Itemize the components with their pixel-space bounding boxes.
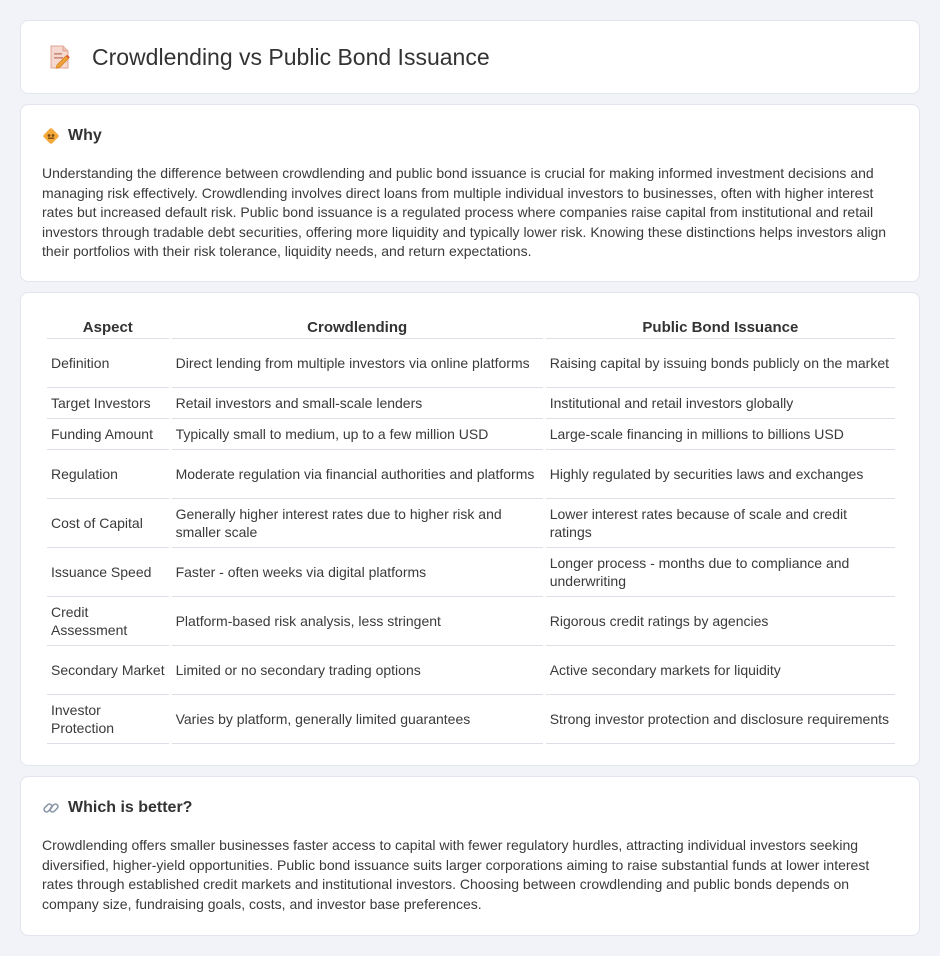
- crowdlending-cell: Retail investors and small-scale lenders: [172, 388, 543, 419]
- link-icon: [42, 799, 60, 817]
- crowdlending-cell: Generally higher interest rates due to higher risk and smaller scale: [172, 499, 543, 548]
- public-bond-cell: Raising capital by issuing bonds publicly on the market: [546, 339, 895, 388]
- better-heading: Which is better?: [68, 799, 193, 816]
- public-bond-cell: Large-scale financing in millions to billions USD: [546, 419, 895, 450]
- title-row: [48, 43, 490, 71]
- diamond-warning-icon: [42, 127, 60, 145]
- table-header-row: [47, 315, 895, 339]
- aspect-cell: Investor Protection: [47, 695, 169, 744]
- header-crowdlending: Crowdlending: [172, 315, 543, 339]
- aspect-cell: Definition: [47, 339, 169, 388]
- table-row: [47, 597, 895, 646]
- why-heading: Why: [68, 127, 102, 144]
- table-row: [47, 548, 895, 597]
- comparison-table: [44, 315, 898, 744]
- aspect-cell: Secondary Market: [47, 646, 169, 695]
- comparison-card: [20, 292, 920, 766]
- crowdlending-cell: Platform-based risk analysis, less stringent: [172, 597, 543, 646]
- header-aspect: Aspect: [47, 315, 169, 339]
- aspect-cell: Funding Amount: [47, 419, 169, 450]
- better-heading-row: [42, 799, 192, 817]
- why-heading-row: [42, 127, 102, 145]
- why-text: Understanding the difference between crowdlending and public bond issuance is crucial for making informed investment decisions and managing risk effectively. Crowdlending involves direct loans from multiple individual investors to businesses, often with higher interest rates but increased default risk. Public bond issuance is a regulated process where companies raise capital from institutional and retail investors through tradable debt securities, offering more liquidity and typically lower risk. Knowing these distinctions helps investors align their portfolios with their risk tolerance, liquidity needs, and return expectations.: [42, 165, 887, 260]
- table-row: [47, 450, 895, 499]
- header-public-bond: Public Bond Issuance: [546, 315, 895, 339]
- aspect-cell: Credit Assessment: [47, 597, 169, 646]
- crowdlending-cell: Direct lending from multiple investors via online platforms: [172, 339, 543, 388]
- table-row: [47, 646, 895, 695]
- crowdlending-cell: Faster - often weeks via digital platforms: [172, 548, 543, 597]
- public-bond-cell: Rigorous credit ratings by agencies: [546, 597, 895, 646]
- table-row: [47, 499, 895, 548]
- public-bond-cell: Longer process - months due to compliance and underwriting: [546, 548, 895, 597]
- aspect-cell: Cost of Capital: [47, 499, 169, 548]
- public-bond-cell: Institutional and retail investors globally: [546, 388, 895, 419]
- public-bond-cell: Active secondary markets for liquidity: [546, 646, 895, 695]
- aspect-cell: Regulation: [47, 450, 169, 499]
- table-row: [47, 695, 895, 744]
- public-bond-cell: Strong investor protection and disclosure requirements: [546, 695, 895, 744]
- crowdlending-cell: Moderate regulation via financial authorities and platforms: [172, 450, 543, 499]
- crowdlending-cell: Varies by platform, generally limited guarantees: [172, 695, 543, 744]
- table-row: [47, 419, 895, 450]
- which-is-better-card: [20, 776, 920, 936]
- document-edit-icon: [48, 43, 72, 71]
- table-row: [47, 388, 895, 419]
- aspect-cell: Issuance Speed: [47, 548, 169, 597]
- aspect-cell: Target Investors: [47, 388, 169, 419]
- why-card: [20, 104, 920, 282]
- crowdlending-cell: Typically small to medium, up to a few million USD: [172, 419, 543, 450]
- better-text: Crowdlending offers smaller businesses faster access to capital with fewer regulatory hurdles, attracting individual investors seeking diversified, higher-yield opportunities. Public bond issuance suits larger corporations aiming to raise substantial funds at lower interest rates through established credit markets and institutional investors. Choosing between crowdlending and public bonds depends on company size, fundraising goals, costs, and investor base preferences.: [42, 837, 870, 912]
- public-bond-cell: Highly regulated by securities laws and exchanges: [546, 450, 895, 499]
- page-title: Crowdlending vs Public Bond Issuance: [92, 43, 490, 70]
- public-bond-cell: Lower interest rates because of scale and credit ratings: [546, 499, 895, 548]
- crowdlending-cell: Limited or no secondary trading options: [172, 646, 543, 695]
- table-row: [47, 339, 895, 388]
- header-card: [20, 20, 920, 94]
